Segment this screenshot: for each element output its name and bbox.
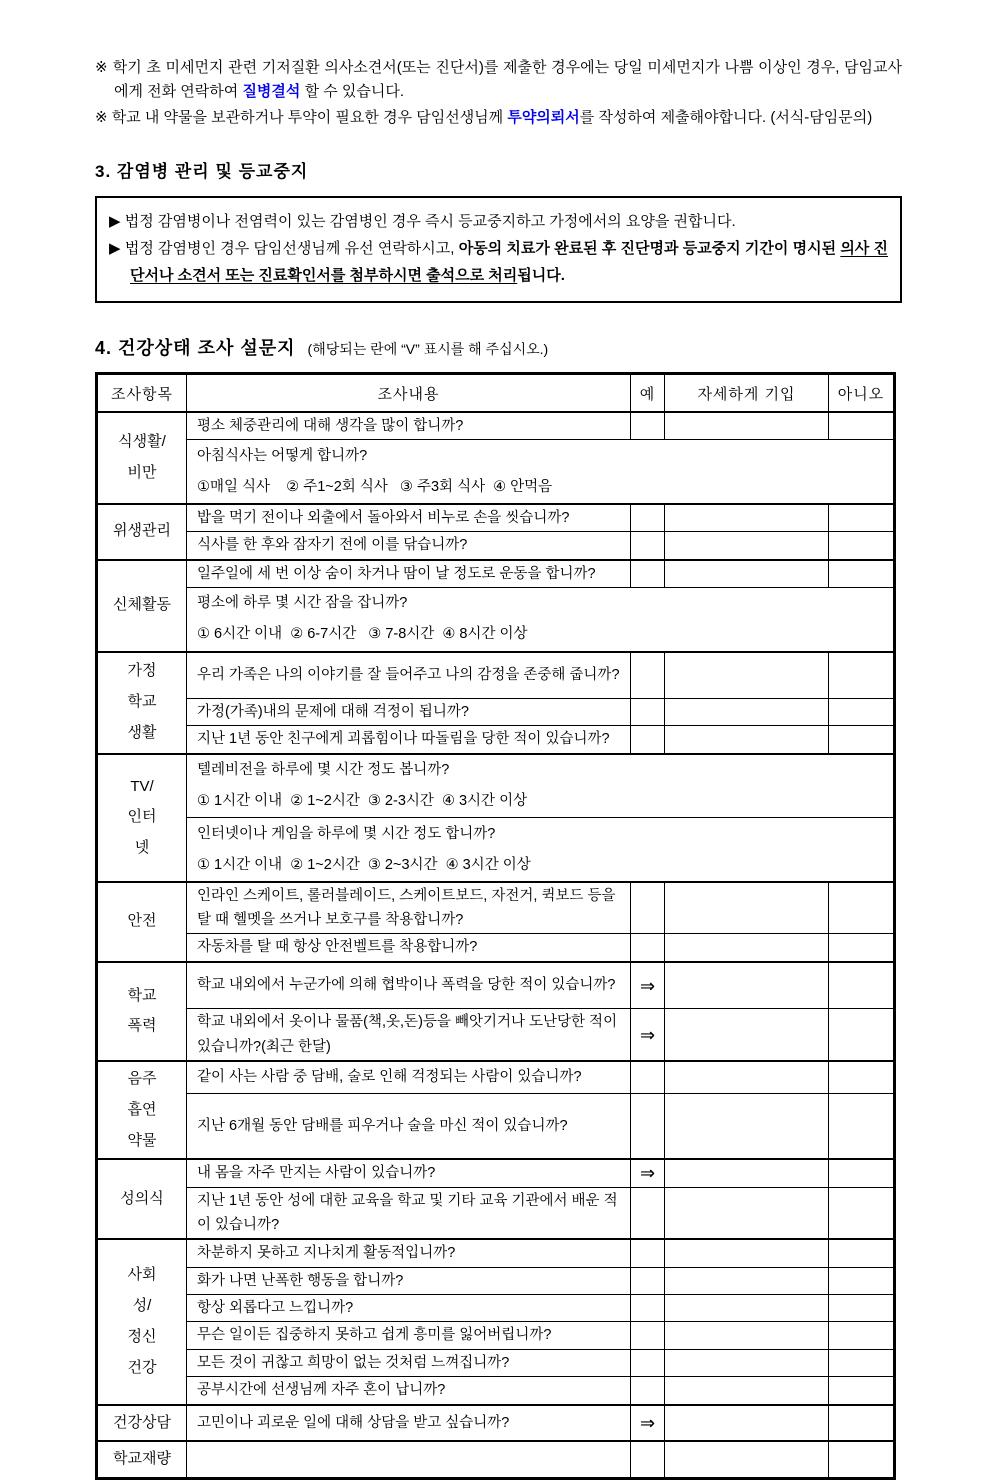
category-label-line: 음주 xyxy=(127,1070,157,1088)
category-label-line: 생활 xyxy=(127,723,157,741)
no-cell[interactable] xyxy=(829,652,895,699)
no-cell[interactable] xyxy=(829,1061,895,1093)
category-label-line: 신체활동 xyxy=(113,596,171,614)
detail-cell[interactable] xyxy=(665,882,829,934)
yes-cell[interactable] xyxy=(631,1239,665,1267)
no-cell[interactable] xyxy=(829,1093,895,1159)
category-cell xyxy=(97,652,187,754)
col-header-no: 아니오 xyxy=(829,374,895,413)
no-cell[interactable] xyxy=(829,560,895,588)
yes-cell[interactable] xyxy=(631,882,665,934)
section4-subtitle: (해당되는 란에 “V” 표시를 해 주십시오.) xyxy=(307,341,549,358)
survey-row xyxy=(97,1405,895,1442)
answer-options: ① 6시간 이내 ② 6-7시간 ③ 7-8시간 ④ 8시간 이상 xyxy=(197,626,528,643)
category-cell xyxy=(97,882,187,962)
survey-row xyxy=(97,726,895,754)
section4-title xyxy=(95,334,902,360)
question-text: 인터넷이나 게임을 하루에 몇 시간 정도 합니까? xyxy=(197,825,496,842)
detail-cell[interactable] xyxy=(665,532,829,560)
yes-cell[interactable] xyxy=(631,652,665,699)
question-cell: 내 몸을 자주 만지는 사람이 있습니까? xyxy=(187,1159,631,1187)
question-cell: 학교 내외에서 옷이나 물품(책,옷,돈)등을 빼앗기거나 도난당한 적이 있습니까?(최근 한달) xyxy=(187,1009,631,1061)
detail-cell[interactable] xyxy=(665,1061,829,1093)
no-cell[interactable] xyxy=(829,1267,895,1294)
text-segment: 를 작성하여 제출해야합니다. (서식-담임문의) xyxy=(579,109,873,127)
survey-row xyxy=(97,1159,895,1187)
yes-cell[interactable] xyxy=(631,1322,665,1349)
survey-row xyxy=(97,440,895,504)
survey-row xyxy=(97,1061,895,1093)
note-medication xyxy=(95,106,902,130)
question-cell: 고민이나 괴로운 일에 대해 상담을 받고 싶습니까? xyxy=(187,1405,631,1442)
detail-cell[interactable] xyxy=(665,1239,829,1267)
question-cell: 우리 가족은 나의 이야기를 잘 들어주고 나의 감정을 존중해 줍니까? xyxy=(187,652,631,699)
yes-cell[interactable] xyxy=(631,1295,665,1322)
section4-title-text: 4. 건강상태 조사 설문지 xyxy=(95,338,296,359)
yes-cell[interactable] xyxy=(631,934,665,962)
detail-cell[interactable] xyxy=(665,726,829,754)
category-label-line: 건강상담 xyxy=(113,1413,171,1431)
survey-row xyxy=(97,1295,895,1322)
text-segment: 할 수 있습니다. xyxy=(300,82,405,100)
survey-row xyxy=(97,934,895,962)
category-cell xyxy=(97,1061,187,1159)
answer-options: ①매일 식사 ② 주1~2회 식사 ③ 주3회 식사 ④ 안먹음 xyxy=(197,478,553,495)
text-segment: 의사 진단서나 소견서 또는 진료확인서를 첨부하시면 출석으로 처리 xyxy=(130,240,889,285)
question-cell: 차분하지 못하고 지나치게 활동적입니까? xyxy=(187,1239,631,1267)
text-segment: ※ 학교 내 약물을 보관하거나 투약이 필요한 경우 담임선생님께 xyxy=(95,109,508,127)
category-label-line: 폭력 xyxy=(127,1017,157,1035)
yes-cell[interactable] xyxy=(631,504,665,532)
no-cell[interactable] xyxy=(829,1009,895,1061)
text-segment: 아동의 치료가 완료된 후 진단명과 등교중지 기간이 명시된 xyxy=(458,240,841,258)
answer-options: ① 1시간 이내 ② 1~2시간 ③ 2~3시간 ④ 3시간 이상 xyxy=(197,856,531,873)
question-text: 아침식사는 어떻게 합니까? xyxy=(197,447,368,464)
survey-row xyxy=(97,652,895,699)
detail-cell[interactable] xyxy=(665,1349,829,1376)
category-label-line: 성의식 xyxy=(120,1189,164,1207)
category-label-line: 흡연 xyxy=(127,1100,157,1118)
question-cell: 무슨 일이든 집중하지 못하고 쉽게 흥미를 잃어버립니까? xyxy=(187,1322,631,1349)
text-segment: 됩니다. xyxy=(517,267,565,285)
no-cell[interactable] xyxy=(829,504,895,532)
no-cell[interactable] xyxy=(829,882,895,934)
infection-bullet-1 xyxy=(109,208,888,235)
detail-cell[interactable] xyxy=(665,962,829,1009)
section3-title: 3. 감염병 관리 및 등교중지 xyxy=(95,162,309,182)
category-label-line: 비만 xyxy=(127,463,157,481)
survey-row xyxy=(97,818,895,882)
category-label-line: 학교 xyxy=(127,986,157,1004)
detail-cell[interactable] xyxy=(665,1267,829,1294)
yes-cell[interactable] xyxy=(631,699,665,726)
category-cell xyxy=(97,1441,187,1478)
question-cell xyxy=(187,818,895,882)
col-header-detail: 자세하게 기입 xyxy=(665,374,829,413)
answer-options: ① 1시간 이내 ② 1~2시간 ③ 2-3시간 ④ 3시간 이상 xyxy=(197,793,528,810)
survey-row xyxy=(97,962,895,1009)
yes-cell[interactable] xyxy=(631,1441,665,1478)
no-cell[interactable] xyxy=(829,1187,895,1239)
yes-cell[interactable] xyxy=(631,962,665,1009)
infection-notice-box xyxy=(95,196,902,303)
detail-cell[interactable] xyxy=(665,1405,829,1442)
table-header-row xyxy=(97,374,895,413)
infection-bullet-2 xyxy=(109,235,888,289)
category-cell xyxy=(97,1239,187,1404)
detail-cell[interactable] xyxy=(665,1377,829,1405)
yes-cell[interactable] xyxy=(631,532,665,560)
question-cell: 공부시간에 선생님께 자주 혼이 납니까? xyxy=(187,1377,631,1405)
survey-row xyxy=(97,504,895,532)
question-cell xyxy=(187,588,895,652)
text-segment: 투약의뢰서 xyxy=(507,109,580,127)
survey-row xyxy=(97,754,895,818)
no-cell[interactable] xyxy=(829,726,895,754)
category-label-line: 정신 xyxy=(127,1327,157,1345)
category-label-line: 안전 xyxy=(127,912,157,930)
detail-cell[interactable] xyxy=(665,699,829,726)
detail-cell[interactable] xyxy=(665,1159,829,1187)
category-label-line: 위생관리 xyxy=(113,522,171,540)
no-cell[interactable] xyxy=(829,934,895,962)
category-cell xyxy=(97,962,187,1061)
question-cell: 인라인 스케이트, 롤러블레이드, 스케이트보드, 자전거, 퀵보드 등을 탈 때 헬멧을 쓰거나 보호구를 착용합니까? xyxy=(187,882,631,934)
survey-row xyxy=(97,1441,895,1478)
category-cell xyxy=(97,560,187,652)
survey-row xyxy=(97,1187,895,1239)
yes-cell[interactable] xyxy=(631,1267,665,1294)
category-label-line: 건강 xyxy=(127,1358,157,1376)
yes-cell[interactable] xyxy=(631,1093,665,1159)
survey-row xyxy=(97,882,895,934)
survey-row xyxy=(97,699,895,726)
survey-row xyxy=(97,1349,895,1376)
detail-cell[interactable] xyxy=(665,1093,829,1159)
question-cell xyxy=(187,1441,631,1478)
double-arrow-icon: ⇒ xyxy=(639,975,656,996)
category-label-line: 성/ xyxy=(132,1297,152,1315)
category-label-line: 학교재량 xyxy=(113,1450,171,1468)
question-cell xyxy=(187,754,895,818)
yes-cell[interactable] xyxy=(631,412,665,440)
question-text: 텔레비전을 하루에 몇 시간 정도 봅니까? xyxy=(197,762,450,778)
question-cell: 밥을 먹기 전이나 외출에서 돌아와서 비누로 손을 씻습니까? xyxy=(187,504,631,532)
survey-row xyxy=(97,588,895,652)
category-label-line: TV/ xyxy=(130,777,154,795)
category-label-line: 약물 xyxy=(127,1131,157,1149)
category-label-line: 학교 xyxy=(127,693,157,711)
note-fine-dust xyxy=(95,56,902,103)
question-cell: 가정(가족)내의 문제에 대해 걱정이 됩니까? xyxy=(187,699,631,726)
question-cell: 자동차를 탈 때 항상 안전벨트를 착용합니까? xyxy=(187,934,631,962)
survey-row xyxy=(97,412,895,440)
no-cell[interactable] xyxy=(829,1159,895,1187)
survey-row xyxy=(97,1093,895,1159)
no-cell[interactable] xyxy=(829,1349,895,1376)
no-cell[interactable] xyxy=(829,1295,895,1322)
category-label-line: 식생활/ xyxy=(118,433,166,451)
question-cell: 지난 6개월 동안 담배를 피우거나 술을 마신 적이 있습니까? xyxy=(187,1093,631,1159)
survey-row xyxy=(97,560,895,588)
survey-table xyxy=(95,372,896,1480)
question-cell: 화가 나면 난폭한 행동을 합니까? xyxy=(187,1267,631,1294)
question-cell: 지난 1년 동안 친구에게 괴롭힘이나 따돌림을 당한 적이 있습니까? xyxy=(187,726,631,754)
question-cell: 평소 체중관리에 대해 생각을 많이 합니까? xyxy=(187,412,631,440)
detail-cell[interactable] xyxy=(665,1187,829,1239)
no-cell[interactable] xyxy=(829,532,895,560)
detail-cell[interactable] xyxy=(665,652,829,699)
col-header-content: 조사내용 xyxy=(187,374,631,413)
survey-row xyxy=(97,1239,895,1267)
category-label-line: 가정 xyxy=(127,662,157,680)
question-cell: 같이 사는 사람 중 담배, 술로 인해 걱정되는 사람이 있습니까? xyxy=(187,1061,631,1093)
detail-cell[interactable] xyxy=(665,1322,829,1349)
survey-row xyxy=(97,1377,895,1405)
question-cell: 일주일에 세 번 이상 숨이 차거나 땀이 날 정도로 운동을 합니까? xyxy=(187,560,631,588)
text-segment: ▶ 법정 감염병인 경우 담임선생님께 유선 연락하시고, xyxy=(109,240,459,258)
notes-block xyxy=(95,56,902,130)
text-segment: ▶ 법정 감염병이나 전염력이 있는 감염병인 경우 즉시 등교중지하고 가정에서의 요양을 권합니다. xyxy=(109,213,736,231)
col-header-item: 조사항목 xyxy=(97,374,187,413)
text-segment: ※ 학기 초 미세먼지 관련 기저질환 의사소견서(또는 진단서)를 제출한 경우에는 당일 미세먼지가 나쁨 이상인 경우, 담임교사에게 전화 연락하여 xyxy=(95,59,902,100)
double-arrow-icon: ⇒ xyxy=(639,1163,656,1184)
no-cell[interactable] xyxy=(829,1377,895,1405)
double-arrow-icon: ⇒ xyxy=(639,1024,656,1045)
detail-cell[interactable] xyxy=(665,412,829,440)
yes-cell[interactable] xyxy=(631,1187,665,1239)
question-cell: 식사를 한 후와 잠자기 전에 이를 닦습니까? xyxy=(187,532,631,560)
category-label-line: 인터 xyxy=(127,808,157,826)
yes-cell[interactable] xyxy=(631,726,665,754)
category-cell xyxy=(97,1159,187,1239)
double-arrow-icon: ⇒ xyxy=(639,1412,656,1433)
no-cell[interactable] xyxy=(829,1441,895,1478)
detail-cell[interactable] xyxy=(665,504,829,532)
question-cell xyxy=(187,440,895,504)
yes-cell[interactable] xyxy=(631,1349,665,1376)
question-cell: 학교 내외에서 누군가에 의해 협박이나 폭력을 당한 적이 있습니까? xyxy=(187,962,631,1009)
detail-cell[interactable] xyxy=(665,1295,829,1322)
yes-cell[interactable] xyxy=(631,1405,665,1442)
detail-cell[interactable] xyxy=(665,560,829,588)
no-cell[interactable] xyxy=(829,1405,895,1442)
yes-cell[interactable] xyxy=(631,1061,665,1093)
no-cell[interactable] xyxy=(829,412,895,440)
yes-cell[interactable] xyxy=(631,1377,665,1405)
category-label-line: 넷 xyxy=(134,839,150,857)
category-cell xyxy=(97,754,187,882)
question-cell: 지난 1년 동안 성에 대한 교육을 학교 및 기타 교육 기관에서 배운 적이 있습니까? xyxy=(187,1187,631,1239)
detail-cell[interactable] xyxy=(665,1441,829,1478)
col-header-yes: 예 xyxy=(631,374,665,413)
survey-row xyxy=(97,532,895,560)
category-cell xyxy=(97,504,187,560)
survey-row xyxy=(97,1322,895,1349)
detail-cell[interactable] xyxy=(665,934,829,962)
detail-cell[interactable] xyxy=(665,1009,829,1061)
category-cell xyxy=(97,1405,187,1442)
survey-row xyxy=(97,1009,895,1061)
no-cell[interactable] xyxy=(829,962,895,1009)
category-label-line: 사회 xyxy=(127,1266,157,1284)
text-segment: 질병결석 xyxy=(242,82,301,100)
question-cell: 항상 외롭다고 느낍니까? xyxy=(187,1295,631,1322)
question-text: 평소에 하루 몇 시간 잠을 잡니까? xyxy=(197,595,408,612)
no-cell[interactable] xyxy=(829,699,895,726)
category-cell xyxy=(97,412,187,504)
survey-row xyxy=(97,1267,895,1294)
yes-cell[interactable] xyxy=(631,560,665,588)
yes-cell[interactable] xyxy=(631,1009,665,1061)
question-cell: 모든 것이 귀찮고 희망이 없는 것처럼 느껴집니까? xyxy=(187,1349,631,1376)
yes-cell[interactable] xyxy=(631,1159,665,1187)
no-cell[interactable] xyxy=(829,1239,895,1267)
no-cell[interactable] xyxy=(829,1322,895,1349)
